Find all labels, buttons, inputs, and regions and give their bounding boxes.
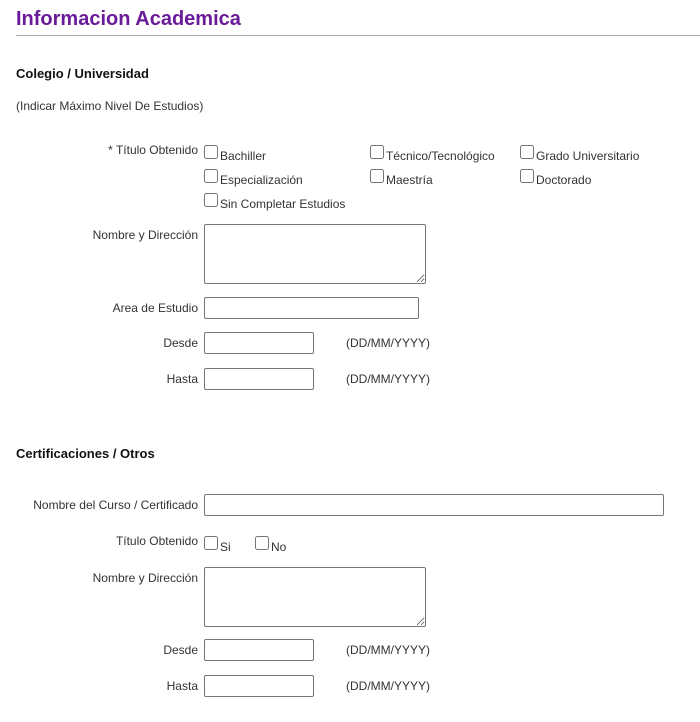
curso-label: Nombre del Curso / Certificado [33, 498, 198, 512]
checkbox-maestria-label: Maestría [386, 173, 433, 187]
colegio-desde-format-hint: (DD/MM/YYYY) [346, 336, 430, 350]
colegio-desde-label: Desde [163, 336, 198, 350]
checkbox-grado-universitario-label: Grado Universitario [536, 149, 640, 163]
certificaciones-hasta-label: Hasta [166, 679, 198, 693]
checkbox-si[interactable] [204, 536, 218, 550]
certificaciones-titulo-label: Título Obtenido [115, 534, 198, 548]
checkbox-doctorado-label: Doctorado [536, 173, 592, 187]
colegio-hasta-format-hint: (DD/MM/YYYY) [346, 372, 430, 386]
checkbox-sin-completar[interactable] [204, 193, 218, 207]
checkbox-grado-universitario[interactable] [520, 145, 534, 159]
checkbox-tecnico[interactable] [370, 145, 384, 159]
checkbox-sin-completar-label: Sin Completar Estudios [220, 197, 346, 211]
colegio-titulo-label: * Título Obtenido [108, 143, 198, 157]
checkbox-especializacion[interactable] [204, 169, 218, 183]
certificaciones-desde-input[interactable] [204, 639, 314, 661]
certificaciones-nombre-direccion-textarea[interactable] [204, 567, 426, 627]
colegio-section-title: Colegio / Universidad [16, 66, 149, 81]
area-estudio-label: Area de Estudio [112, 301, 198, 315]
checkbox-no-label: No [271, 540, 287, 554]
certificaciones-hasta-input[interactable] [204, 675, 314, 697]
checkbox-si-label: Si [220, 540, 231, 554]
colegio-desde-input[interactable] [204, 332, 314, 354]
checkbox-bachiller[interactable] [204, 145, 218, 159]
colegio-hasta-input[interactable] [204, 368, 314, 390]
checkbox-especializacion-label: Especialización [220, 173, 303, 187]
checkbox-maestria[interactable] [370, 169, 384, 183]
checkbox-doctorado[interactable] [520, 169, 534, 183]
certificaciones-hasta-format-hint: (DD/MM/YYYY) [346, 679, 430, 693]
certificaciones-section-title: Certificaciones / Otros [16, 446, 155, 461]
colegio-nombre-direccion-textarea[interactable] [204, 224, 426, 284]
colegio-hasta-label: Hasta [166, 372, 198, 386]
certificaciones-desde-label: Desde [163, 643, 198, 657]
colegio-nombre-label: Nombre y Dirección [92, 228, 198, 242]
page-title: Informacion Academica [16, 8, 241, 30]
checkbox-bachiller-label: Bachiller [220, 149, 267, 163]
colegio-hint: (Indicar Máximo Nivel De Estudios) [16, 99, 204, 113]
checkbox-tecnico-label: Técnico/Tecnológico [386, 149, 495, 163]
checkbox-no[interactable] [255, 536, 269, 550]
certificaciones-nombre-label: Nombre y Dirección [92, 571, 198, 585]
certificaciones-desde-format-hint: (DD/MM/YYYY) [346, 643, 430, 657]
area-estudio-input[interactable] [204, 297, 419, 319]
curso-certificado-input[interactable] [204, 494, 664, 516]
title-divider [16, 35, 700, 36]
